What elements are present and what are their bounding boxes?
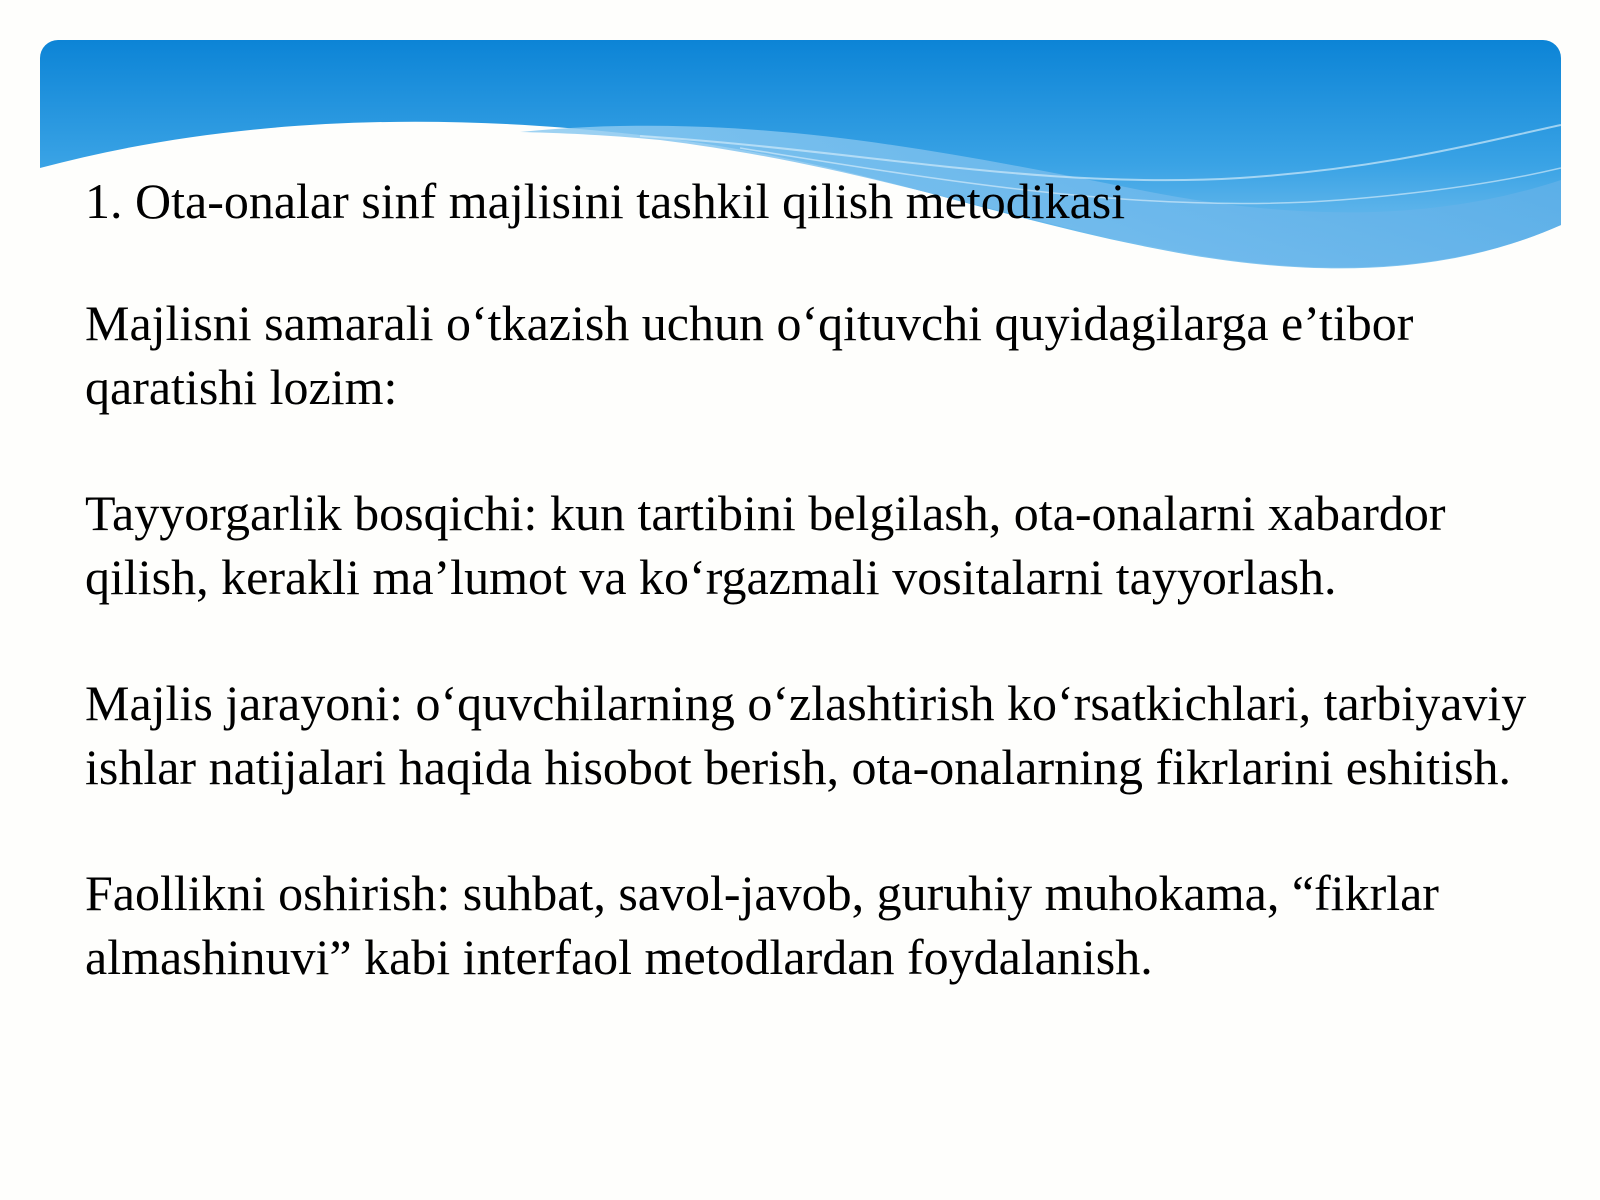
slide-content bbox=[85, 165, 1565, 1051]
paragraph-preparation: Tayyorgarlik bosqichi: kun tartibini belgilash, ota-onalarni xabardor qilish, kerakli ma’lumot va ko‘rgazmali vositalarni tayyorlash. bbox=[85, 485, 1446, 605]
paragraph-engagement: Faollikni oshirish: suhbat, savol-javob, guruhiy muhokama, “fikrlar almashinuvi” kabi interfaol metodlardan foydalanish. bbox=[85, 865, 1439, 985]
paragraph-meeting-process: Majlis jarayoni: o‘quvchilarning o‘zlashtirish ko‘rsatkichlari, tarbiyaviy ishlar natijalari haqida hisobot berish, ota-onalarning fikrlarini eshitish. bbox=[85, 675, 1527, 795]
paragraph-intro: Majlisni samarali o‘tkazish uchun o‘qituvchi quyidagilarga e’tibor qaratishi lozim: bbox=[85, 295, 1414, 415]
slide-title: 1. Ota-onalar sinf majlisini tashkil qilish metodikasi bbox=[85, 173, 1126, 229]
